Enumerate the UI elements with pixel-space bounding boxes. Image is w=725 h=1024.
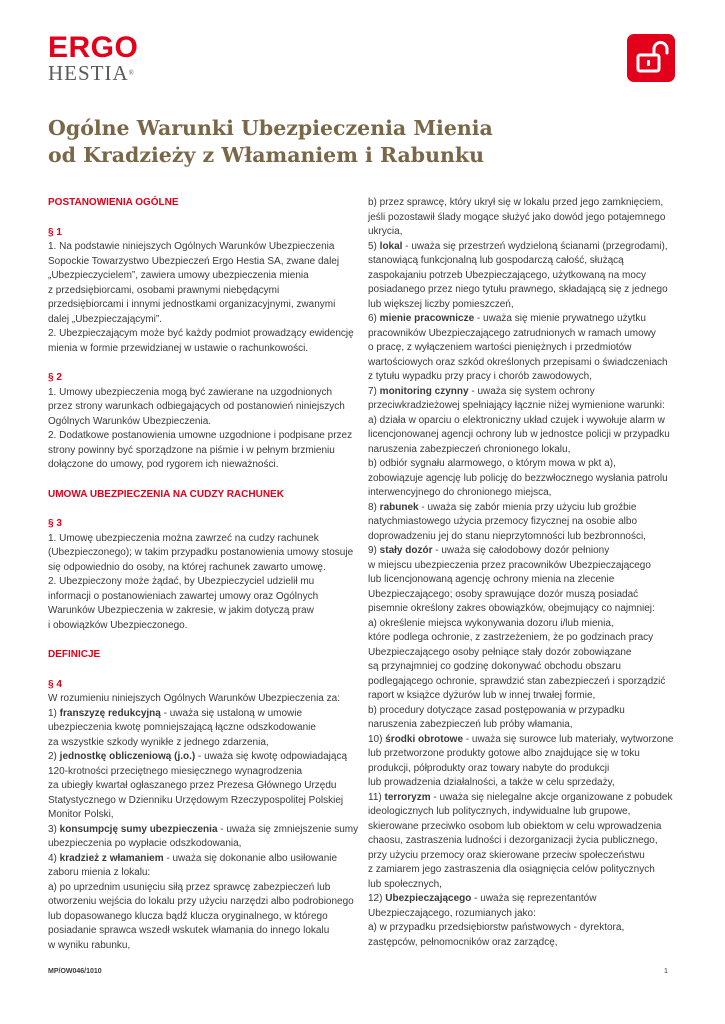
text-line: 2. Ubezpieczającym może być każdy podmiot prowadzący ewidencję — [48, 328, 354, 339]
text-line: a) w przypadku przedsiębiorstw państwowych - dyrektora, — [368, 922, 625, 933]
text-line: w miejscu ubezpieczenia przez pracowników Ubezpieczającego — [368, 559, 651, 571]
definition-term: Ubezpieczającego — [385, 893, 472, 904]
definition-text: - uważa się całodobowy dozór pełniony — [432, 545, 610, 556]
definition-term: rabunek — [379, 501, 419, 513]
text-line: otworzeniu wejścia do lokalu przy użyciu narzędzi albo podrobionego — [48, 896, 354, 907]
definition-line — [368, 544, 680, 559]
text-line: Sopockie Towarzystwo Ubezpieczeń Ergo Hestia SA, zwane dalej — [48, 255, 340, 267]
text-line: lub przetworzone produkty gotowe albo znajdujące się w toku — [368, 748, 640, 759]
text-line: przy użyciu przemocy oraz skierowane przeciw społeczeństwu — [368, 849, 645, 861]
definition-number: 2) — [48, 751, 60, 762]
text-line: i obowiązków Ubezpieczonego. — [48, 619, 188, 631]
text-line: z tytułu wypadku przy pracy i chorób zawodowych, — [368, 371, 592, 382]
definition-number: 3) — [48, 823, 60, 835]
text-line: b) procedury dotyczące zasad postępowania w przypadku — [368, 704, 625, 716]
text-line: a) działa w oparciu o elektroniczny układ czujek i wywołuje alarm w — [368, 414, 665, 426]
text-line: b) odbiór sygnału alarmowego, o którym mowa w pkt a), — [368, 458, 616, 469]
text-line: Ubezpieczającego osoby pełniące stały dozór zobowiązane — [368, 646, 632, 658]
definition-number: 1) — [48, 707, 60, 719]
definition-text: - uważa się ustaloną w umowie — [160, 707, 303, 719]
text-line: przedsiębiorcami i innymi jednostkami organizacyjnymi, zwanymi — [48, 299, 336, 310]
definition-number: 7) — [368, 385, 380, 397]
text-line: informacji o postanowieniach zawartej umowy oraz Ogólnych — [48, 590, 319, 602]
document-title — [48, 115, 493, 169]
definition-line — [368, 892, 680, 907]
text-line: pisemnie określony zakres obowiązków, obejmujący co najmniej: — [368, 603, 655, 614]
text-line: lub dopasowanego klucza bądź klucza oryginalnego, w którego — [48, 910, 328, 922]
section-heading: § 3 — [48, 518, 62, 529]
definition-number: 6) — [368, 313, 380, 324]
text-line: interwencyjnego do chronionego miejsca, — [368, 487, 552, 498]
definition-term: mienie pracownicze — [379, 313, 475, 324]
left-text-column — [48, 196, 360, 953]
text-line: naruszenia zabezpieczeń lub próby włamania, — [368, 719, 573, 730]
definition-line — [368, 791, 680, 806]
section-heading: § 1 — [48, 226, 62, 238]
definition-number: 8) — [368, 501, 380, 513]
section-heading: POSTANOWIENIA OGÓLNE — [48, 197, 179, 208]
text-line: za ubiegły kwartał ogłaszanego przez Prezesa Głównego Urzędu — [48, 780, 337, 791]
text-line: lub licencjonowaną agencję ochrony mienia na zlecenie — [368, 574, 615, 585]
text-line: podlegającego ochronie, sprawdzić stan zabezpieczeń i sporządzić — [368, 675, 666, 687]
text-line: Monitor Polski, — [48, 809, 114, 820]
text-line: 2. Dodatkowe postanowienia umowne uzgodnione i podpisane przez — [48, 430, 353, 441]
text-line: ubezpieczenia kwotę pomniejszającą łączne odszkodowanie — [48, 722, 316, 733]
text-line: przeciwkradzieżowej spełniający łącznie niżej wymienione warunki: — [368, 400, 665, 411]
definition-line — [48, 750, 360, 765]
text-line: dalej „Ubezpieczającymi”. — [48, 313, 162, 325]
text-line: dołączone do umowy, pod rygorem ich nieważności. — [48, 459, 279, 470]
title-line-2: od Kradzieży z Włamaniem i Rabunku — [48, 143, 485, 167]
definition-term: środki obrotowe — [385, 733, 464, 745]
definition-text: - uważa się reprezentantów — [471, 893, 597, 904]
page-number: 1 — [664, 968, 668, 975]
text-line: Statystycznego w Dzienniku Urzędowym Rzeczypospolitej Polskiej — [48, 794, 344, 806]
text-line: natychmiastowego użycia przemocy fizycznej na osobie albo — [368, 516, 638, 527]
text-line: strony powinny być sporządzone na piśmie i w pełnym brzmieniu — [48, 444, 335, 456]
text-line: wartościowych oraz szkód określonych przepisami o świadczeniach — [368, 356, 668, 368]
definition-text: - uważa się przestrzeń wydzieloną ścianami (przegrodami), — [402, 240, 668, 252]
ergo-hestia-logo — [48, 31, 139, 85]
text-line: zobowiązuje agencję lub policję do bezzwłocznego wysłania patrolu — [368, 472, 668, 484]
definition-line — [48, 707, 360, 722]
definition-text: - uważa się kwotę odpowiadającą — [195, 751, 348, 762]
definition-number: 12) — [368, 893, 386, 904]
paragraph-gap — [48, 356, 360, 371]
definition-text: - uważa się zabór mienia przy użyciu lub groźbie — [418, 501, 637, 513]
text-line: które podlega ochronie, z zastrzeżeniem, że po godzinach pracy — [368, 632, 654, 643]
text-line: b) przez sprawcę, który ukrył się w lokalu przed jego zamknięciem, — [368, 197, 664, 208]
definition-line — [368, 240, 680, 255]
text-line: 1. Umowę ubezpieczenia można zawrzeć na cudzy rachunek — [48, 532, 319, 544]
text-line: Ogólnych Warunków Ubezpieczenia. — [48, 415, 212, 427]
definition-text: - uważa się mienie prywatnego użytku — [474, 313, 646, 324]
text-line: za wszystkie szkody wynikłe z jednego zdarzenia, — [48, 736, 269, 748]
paragraph-gap — [48, 502, 360, 517]
text-line: pracowników Ubezpieczającego zatrudnionych w ramach umowy — [368, 327, 656, 339]
text-line: o pracę, z wyłączeniem wartości pieniężnych i przedmiotów — [368, 342, 632, 353]
right-text-column — [368, 196, 680, 950]
open-padlock-icon — [627, 34, 675, 82]
text-line: skierowane przeciwko osobom lub obiektom w celu wprowadzenia — [368, 820, 662, 832]
text-line: 120-krotności przeciętnego miesięcznego wynagrodzenia — [48, 765, 303, 777]
registered-mark: ® — [128, 69, 134, 77]
definition-number: 4) — [48, 852, 60, 864]
text-line: jeśli pozostawił ślady mogące służyć jako dowód jego potajemnego — [368, 211, 666, 223]
definition-line — [368, 501, 680, 516]
definition-line — [48, 852, 360, 867]
section-heading: DEFINICJE — [48, 649, 101, 660]
definition-number: 10) — [368, 733, 386, 745]
definition-term: franszyzę redukcyjną — [59, 707, 161, 719]
text-line: posiadanego przez niego tytułu prawnego, składającą się z jednego — [368, 284, 668, 295]
text-line: są przynajmniej co godzinę dokonywać obchodu obszaru — [368, 661, 621, 672]
definition-text: - uważa się nielegalne akcje organizowane z pobudek — [430, 791, 673, 803]
definition-line — [368, 385, 680, 400]
section-heading: § 4 — [48, 678, 62, 690]
text-line: ubezpieczenia po wypłacie odszkodowania, — [48, 838, 242, 849]
definition-line — [368, 312, 680, 327]
definition-text: - uważa się zmniejszenie sumy — [217, 823, 359, 835]
text-line: licencjonowanej agencji ochrony lub w jednostce policji w przypadku — [368, 429, 670, 440]
document-code: MP/OW046/1010 — [48, 968, 102, 975]
definition-term: kradzież z włamaniem — [59, 852, 164, 864]
definition-term: lokal — [379, 240, 403, 252]
text-line: Warunków Ubezpieczenia w zakresie, w jakim dotyczą praw — [48, 605, 314, 616]
paragraph-gap — [48, 473, 360, 488]
text-line: doprowadzeniu jej do stanu nieprzytomności lub bezbronności, — [368, 530, 646, 542]
text-line: (Ubezpieczonego); w takim przypadku postanowienia umowy stosuje — [48, 547, 354, 558]
definition-term: stały dozór — [379, 545, 433, 556]
open-padlock-badge — [627, 34, 675, 82]
text-line: zaboru mienia z lokalu: — [48, 867, 151, 878]
definition-line — [368, 733, 680, 748]
logo-ergo-text: ERGO — [48, 31, 139, 64]
text-line: a) po uprzednim usunięciu siłą przez sprawcę zabezpieczeń lub — [48, 881, 331, 893]
text-line: naruszenia zabezpieczeń chronionego lokalu, — [368, 443, 571, 455]
text-line: przez strony warunkach odbiegających od postanowień niniejszych — [48, 401, 345, 412]
text-line: 1. Umowy ubezpieczenia mogą być zawierane na uzgodnionych — [48, 386, 333, 398]
text-line: posiadanie sprawca wszedł wskutek włamania do innego lokalu — [48, 925, 330, 936]
text-line: z zamiarem jego zastraszenia dla osiągnięcia celów politycznych — [368, 864, 655, 875]
paragraph-gap — [48, 663, 360, 678]
paragraph-gap — [48, 211, 360, 226]
text-line: produkcji, półprodukty oraz towary nabyte do produkcji — [368, 762, 610, 774]
definition-term: terroryzm — [384, 791, 431, 803]
text-line: W rozumieniu niniejszych Ogólnych Warunków Ubezpieczenia za: — [48, 693, 340, 704]
text-line: ideologicznych lub politycznych, indywidualne lub grupowe, — [368, 806, 631, 817]
text-line: z przedsiębiorcami, osobami prawnymi niebędącymi — [48, 284, 280, 296]
text-line: zastępców, pełnomocników oraz zarządcę, — [368, 936, 558, 948]
logo-hestia-text — [48, 62, 138, 84]
text-line: 2. Ubezpieczony może żądać, by Ubezpieczyciel udzielił mu — [48, 576, 315, 587]
text-line: raport w książce dyżurów lub w innej trwałej formie, — [368, 690, 596, 701]
text-line: zaspokajaniu potrzeb Ubezpieczającego, użytkowaną na mocy — [368, 269, 646, 281]
definition-term: konsumpcję sumy ubezpieczenia — [59, 823, 218, 835]
definition-text: - uważa się system ochrony — [468, 385, 595, 397]
definition-term: monitoring czynny — [379, 385, 469, 397]
definition-number: 11) — [368, 791, 385, 803]
definition-text: - uważa się dokonanie albo usiłowanie — [163, 852, 338, 864]
definition-text: - uważa się surowce lub materiały, wytworzone — [463, 733, 674, 745]
paragraph-gap — [48, 633, 360, 648]
section-heading: § 2 — [48, 372, 62, 383]
text-line: chaosu, zastraszenia ludności i dezorganizacji życia publicznego, — [368, 835, 658, 846]
definition-line — [48, 823, 360, 838]
text-line: lub społecznych, — [368, 878, 442, 890]
text-line: mienia w formie przewidzianej w ustawie o rachunkowości. — [48, 342, 309, 354]
definition-number: 9) — [368, 545, 380, 556]
text-line: a) określenie miejsca wykonywania dozoru i/lub mienia, — [368, 617, 614, 629]
title-line-1: Ogólne Warunki Ubezpieczenia Mienia — [48, 116, 493, 140]
definition-number: 5) — [368, 240, 380, 252]
text-line: „Ubezpieczycielem”, zawiera umowy ubezpieczenia mienia — [48, 270, 309, 281]
text-line: Ubezpieczającego, rozumianych jako: — [368, 907, 536, 919]
text-line: Ubezpieczającego; osoby sprawujące dozór muszą posiadać — [368, 588, 639, 600]
text-line: lub większej liczby pomieszczeń, — [368, 298, 514, 310]
text-line: w wyniku rabunku, — [48, 939, 131, 951]
definition-term: jednostkę obliczeniową (j.o.) — [59, 751, 196, 762]
text-line: ukrycia, — [368, 226, 403, 237]
section-heading: UMOWA UBEZPIECZENIA NA CUDZY RACHUNEK — [48, 488, 284, 500]
text-line: 1. Na podstawie niniejszych Ogólnych Warunków Ubezpieczenia — [48, 241, 335, 252]
text-line: się odpowiednio do osoby, na której rachunek zawarto umowę. — [48, 561, 326, 573]
logo-hestia-name: HESTIA — [48, 61, 129, 85]
text-line: lub prowadzenia działalności, a także w celu sprzedaży, — [368, 777, 615, 788]
text-line: stanowiącą funkcjonalną lub gospodarczą całość, służącą — [368, 255, 624, 266]
